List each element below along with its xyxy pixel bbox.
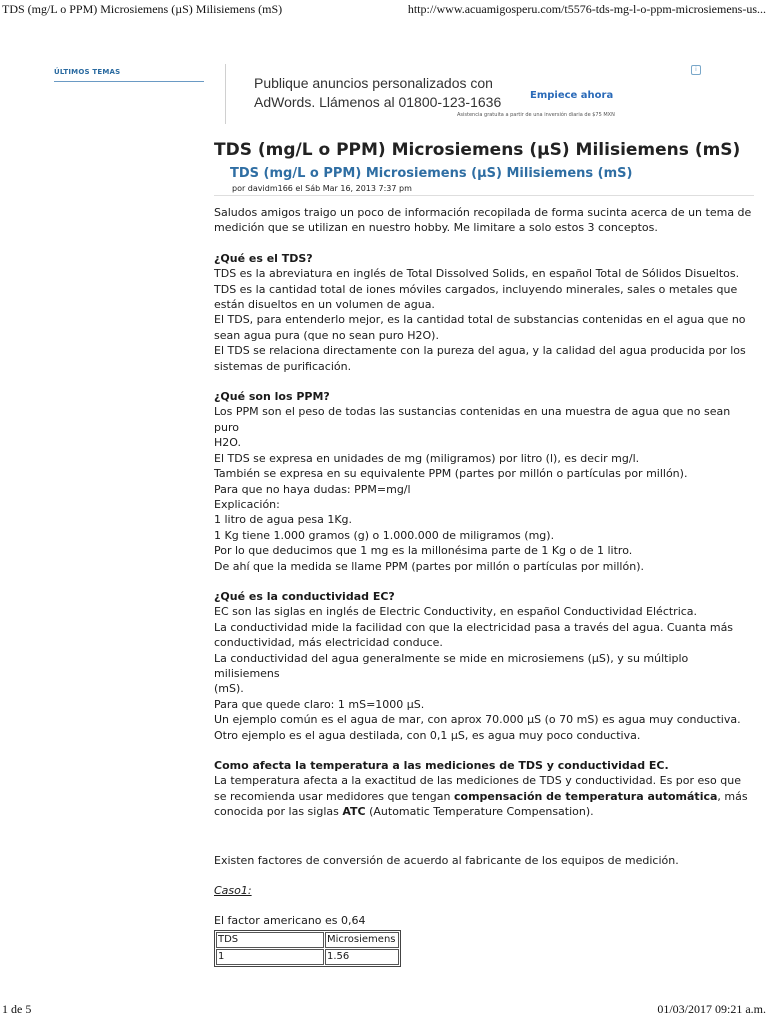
- tds-line: están disueltos en un volumen de agua.: [214, 298, 435, 312]
- ad-line-2[interactable]: AdWords. Llámenos al 01800-123-1636: [254, 94, 502, 110]
- temperature-line-2-post: , más: [717, 789, 748, 803]
- ppm-line: H2O.: [214, 436, 241, 450]
- ppm-line: 1 Kg tiene 1.000 gramos (g) o 1.000.000 de miligramos (mg).: [214, 528, 555, 542]
- ec-line: La conductividad del agua generalmente se mide en microsiemens (µS), y su múltiplo milisiemens: [214, 651, 689, 680]
- table-cell: 1.56: [325, 949, 399, 965]
- ppm-line: De ahí que la medida se llame PPM (partes por millón o partículas por millón).: [214, 559, 644, 573]
- tds-line: sistemas de purificación.: [214, 359, 352, 373]
- ad-note: Asistencia gratuita a partir de una inversión diaria de $75 MXN: [457, 112, 615, 118]
- conversion-table: [214, 930, 401, 967]
- tds-line: El TDS, para entenderlo mejor, es la cantidad total de substancias contenidas en el agua que no: [214, 313, 746, 327]
- print-date: 01/03/2017 09:21 a.m.: [657, 1002, 766, 1016]
- adchoices-icon[interactable]: i: [691, 65, 701, 75]
- ad-line-1[interactable]: Publique anuncios personalizados con: [254, 75, 493, 91]
- table-header-cell: TDS: [216, 932, 324, 948]
- ppm-line: También se expresa en su equivalente PPM (partes por millón o partículas por millón).: [214, 467, 688, 481]
- ec-line: Para que quede claro: 1 mS=1000 µS.: [214, 697, 425, 711]
- ppm-line: Explicación:: [214, 497, 280, 511]
- adwords-banner[interactable]: [225, 62, 700, 124]
- ec-line: La conductividad mide la facilidad con que la electricidad pasa a través del agua. Cuanta más: [214, 620, 734, 634]
- page-number: 1 de 5: [2, 1002, 32, 1016]
- ad-cta-link[interactable]: Empiece ahora: [530, 90, 614, 101]
- tds-line: El TDS se relaciona directamente con la pureza del agua, y la calidad del agua producida por los: [214, 344, 746, 358]
- intro-line-1: Saludos amigos traigo un poco de información recopilada de forma sucinta acerca de un tema de: [214, 206, 752, 219]
- ppm-heading: ¿Qué son los PPM?: [214, 390, 330, 404]
- print-header-title: TDS (mg/L o PPM) Microsiemens (µS) Milisiemens (mS): [2, 2, 283, 16]
- temperature-line-3-pre: conocida por las siglas: [214, 805, 343, 819]
- atc-full-term: compensación de temperatura automática: [454, 789, 718, 803]
- ppm-line: Los PPM son el peso de todas las sustancias contenidas en una muestra de agua que no sean puro: [214, 405, 731, 434]
- ec-line: conductividad, más electricidad conduce.: [214, 636, 443, 650]
- temperature-line-2-pre: se recomienda usar medidores que tengan: [214, 789, 454, 803]
- ec-line: Un ejemplo común es el agua de mar, con aprox 70.000 µS (o 70 mS) es agua muy conductiva.: [214, 713, 741, 727]
- post-meta: por davidm166 el Sáb Mar 16, 2013 7:37 pm: [232, 184, 412, 193]
- conversion-factors-line: Existen factores de conversión de acuerdo al fabricante de los equipos de medición.: [214, 853, 679, 867]
- ec-line: Otro ejemplo es el agua destilada, con 0,1 µS, es agua muy poco conductiva.: [214, 728, 641, 742]
- meta-divider: [214, 195, 754, 196]
- tds-heading: ¿Qué es el TDS?: [214, 251, 313, 265]
- caso1-label: Caso1:: [214, 884, 252, 898]
- temperature-heading: Como afecta la temperatura a las mediciones de TDS y conductividad EC.: [214, 759, 669, 772]
- post-body: [214, 205, 754, 967]
- intro-line-2: medición que se utilizan en nuestro hobby. Me limitare a solo estos 3 conceptos.: [214, 221, 658, 235]
- ad-divider: [225, 64, 226, 124]
- page-title: TDS (mg/L o PPM) Microsiemens (µS) Milisiemens (mS): [214, 140, 741, 160]
- temperature-line-1: La temperatura afecta a la exactitud de las mediciones de TDS y conductividad. Es por eso que: [214, 774, 741, 788]
- ppm-line: Por lo que deducimos que 1 mg es la millonésima parte de 1 Kg o de 1 litro.: [214, 544, 633, 558]
- ppm-line: El TDS se expresa en unidades de mg (miligramos) por litro (l), es decir mg/l.: [214, 451, 640, 465]
- ec-line: (mS).: [214, 682, 244, 696]
- american-factor-line: El factor americano es 0,64: [214, 914, 366, 928]
- table-header-cell: Microsiemens: [325, 932, 399, 948]
- print-footer: [0, 1002, 768, 1020]
- tds-line: sean agua pura (que no sean puro H2O).: [214, 328, 439, 342]
- tds-line: TDS es la abreviatura en inglés de Total Dissolved Solids, en español Total de Sólidos Disueltos.: [214, 267, 740, 281]
- temperature-line-3: [214, 804, 754, 819]
- ec-line: EC son las siglas en inglés de Electric Conductivity, en español Conductividad Eléctrica.: [214, 605, 698, 619]
- tds-line: TDS es la cantidad total de iones móviles cargados, incluyendo minerales, sales o metales que: [214, 282, 738, 296]
- topic-title-link[interactable]: TDS (mg/L o PPM) Microsiemens (µS) Milisiemens (mS): [230, 166, 633, 181]
- table-row: [216, 949, 399, 965]
- atc-acronym: ATC: [342, 805, 366, 819]
- table-header-row: [216, 932, 399, 948]
- print-header: [0, 2, 768, 20]
- temperature-line-3-post: (Automatic Temperature Compensation).: [365, 805, 594, 819]
- ppm-line: 1 litro de agua pesa 1Kg.: [214, 513, 353, 527]
- print-header-url[interactable]: http://www.acuamigosperu.com/t5576-tds-mg-l-o-ppm-microsiemens-us...: [407, 2, 766, 16]
- sidebar-heading-latest-topics[interactable]: ÚLTIMOS TEMAS: [54, 68, 204, 82]
- ec-heading: ¿Qué es la conductividad EC?: [214, 589, 395, 603]
- table-cell: 1: [216, 949, 324, 965]
- temperature-line-2: [214, 789, 754, 804]
- ppm-line: Para que no haya dudas: PPM=mg/l: [214, 482, 411, 496]
